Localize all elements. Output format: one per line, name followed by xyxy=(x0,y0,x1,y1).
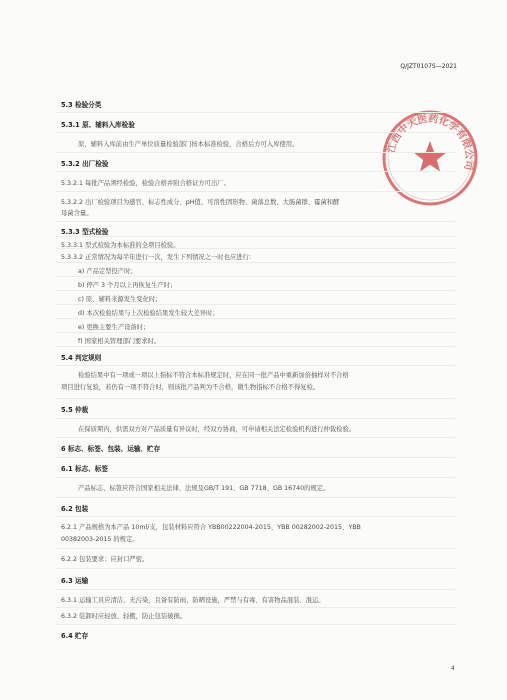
body-text-line: 6.2.1 产品规格为本产品 10ml/支，包装材料应符合 YBB00222004-2015、YBB 00282002-2015、YBB xyxy=(61,524,361,531)
rule-line xyxy=(55,516,455,517)
rule-line xyxy=(55,112,455,113)
body-text-line: b) 停产 3 个月以上再恢复生产时； xyxy=(78,282,177,289)
company-seal-stamp xyxy=(380,108,480,208)
body-text-line: a) 产品定型投产时； xyxy=(78,268,137,275)
body-text-line: 5.3.2.2 出厂检验项目为感官、标志性成分、pH值、可溶性固形物、菌落总数、大肠菌群、霉菌和酵 xyxy=(61,199,340,206)
rule-line xyxy=(55,398,455,399)
section-heading: 5.3 检验分类 xyxy=(61,101,102,109)
rule-line xyxy=(55,276,455,277)
body-text-line: e) 更换主要生产设备时； xyxy=(78,324,150,331)
rule-line xyxy=(55,568,455,569)
body-text-line: 6.3.1 运输工具应清洁、无污染，且备有防雨、防晒设施，严禁与有毒、有害物品混装、混运。 xyxy=(61,597,325,604)
section-heading: 6.1 标志、标签 xyxy=(61,465,108,473)
rule-line xyxy=(55,236,455,237)
section-heading: 6.2 包装 xyxy=(61,505,89,513)
rule-line xyxy=(55,171,455,172)
rule-line xyxy=(55,346,455,347)
rule-line xyxy=(55,437,455,438)
rule-line xyxy=(55,191,455,192)
body-text-line: 原、辅料入库前由生产单位质量检验部门按本标准检验，合格后方可入库使用。 xyxy=(78,141,299,148)
rule-line xyxy=(55,477,455,478)
body-text-line: 6.2.2 包装要求：应封口严密。 xyxy=(61,556,149,563)
body-text-line: 项目进行复验，若仍有一项不符合时，则该批产品判为不合格，微生物指标不合格不得复检。 xyxy=(61,384,320,391)
body-text-line: d) 本次检验结果与上次检验结果发生较大差异时； xyxy=(78,310,219,317)
rule-line xyxy=(55,248,455,249)
rule-line xyxy=(55,332,455,333)
body-text-line: f) 国家相关管理部门要求时。 xyxy=(78,338,161,345)
rule-line xyxy=(55,152,455,153)
rule-line xyxy=(55,290,455,291)
body-text-line: 在保质期内，供需双方对产品质量有异议时，经双方协商，可申请相关法定检验机构进行仲裁检验。 xyxy=(78,426,356,433)
body-text-line: 产品标志、标签应符合国家相关法律、法规及GB/T 191、GB 7718、GB 16740的规定。 xyxy=(78,485,330,492)
section-heading: 5.5 仲裁 xyxy=(61,406,89,414)
section-heading: 5.4 判定规则 xyxy=(61,354,102,362)
rule-line xyxy=(55,304,455,305)
body-text-line: c) 原、辅料来源发生变化时； xyxy=(78,296,162,303)
rule-line xyxy=(55,607,455,608)
section-heading: 6.4 贮存 xyxy=(61,632,89,640)
body-text-line: 00382003-2015 的规定。 xyxy=(61,536,139,543)
rule-line xyxy=(55,262,455,263)
rule-line xyxy=(55,589,455,590)
body-text-line: 检验结果中有一项或一项以上指标不符合本标准规定时，应在同一批产品中重新加倍抽样对不合格 xyxy=(78,372,349,379)
rule-line xyxy=(55,418,455,419)
section-heading: 6.3 运输 xyxy=(61,577,89,585)
section-heading: 5.3.2 出厂检验 xyxy=(61,160,109,168)
body-text-line: 5.3.2.1 每批产品须经检验，检验合格并附合格证方可出厂。 xyxy=(61,180,230,187)
rule-line xyxy=(55,365,455,366)
document-number: Q/JZT0107S—2021 xyxy=(400,63,457,70)
rule-line xyxy=(55,497,455,498)
rule-line xyxy=(55,318,455,319)
body-text-line: 5.3.3.1 型式检验为本标准的全项目检验。 xyxy=(61,242,180,249)
rule-line xyxy=(55,132,455,133)
svg-text:江西中天医药化学有限公司: 江西中天医药化学有限公司 xyxy=(386,113,475,171)
body-text-line: 6.3.2 装卸时应轻放、轻搬，防止包装破损。 xyxy=(61,613,187,620)
body-text-line: 5.3.3.2 正常情况为每半年进行一次，发生下列情况之一时也应进行： xyxy=(61,254,256,261)
rule-line xyxy=(55,221,455,222)
body-text-line: 母菌含量。 xyxy=(61,210,93,217)
rule-line xyxy=(55,548,455,549)
section-heading: 6 标志、标签、包装、运输、贮存 xyxy=(61,445,161,453)
rule-line xyxy=(55,624,455,625)
section-heading: 5.3.3 型式检验 xyxy=(61,228,109,236)
page-number: 4 xyxy=(451,665,455,672)
section-heading: 5.3.1 原、辅料入库检验 xyxy=(61,121,135,129)
rule-line xyxy=(55,457,455,458)
